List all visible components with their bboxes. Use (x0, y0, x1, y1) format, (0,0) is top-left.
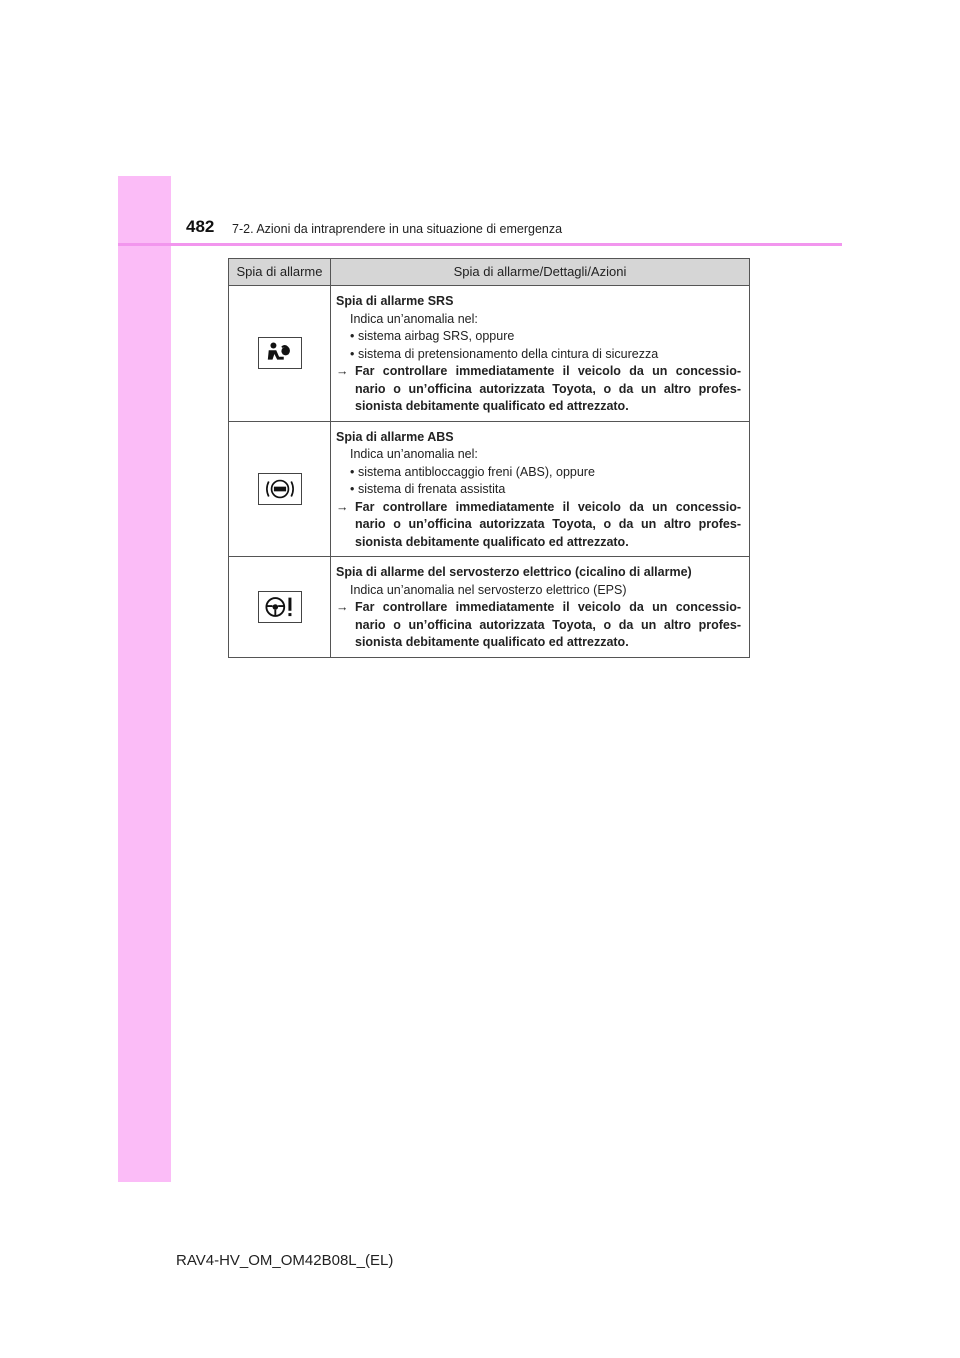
warning-action (336, 499, 741, 552)
bullet-glyph: • (350, 346, 355, 361)
warning-title: Spia di allarme ABS (336, 429, 454, 444)
bullet-text: sistema di pretensionamento della cintura di sicurezza (358, 346, 659, 361)
arrow-glyph: → (336, 364, 349, 378)
bullet-text: sistema antibloccaggio freni (ABS), oppure (358, 464, 595, 479)
warning-bullet (336, 464, 741, 482)
side-tab (118, 176, 171, 1182)
warning-intro: Indica un’anomalia nel servosterzo elettrico (EPS) (350, 582, 627, 597)
details-cell (331, 286, 750, 422)
warning-action (336, 599, 741, 652)
warning-bullet (336, 328, 741, 346)
warning-intro: Indica un’anomalia nel: (350, 447, 478, 461)
bullet-glyph: • (350, 464, 355, 479)
details-cell (331, 421, 750, 557)
icon-cell (229, 421, 331, 557)
icon-cell (229, 286, 331, 422)
page-number: 482 (186, 217, 215, 236)
table-row (229, 286, 750, 422)
action-text: Far controllare immediatamente il veicolo da un concessio- nario o un’officina autorizzata Toyota, o da un altro profes- sionista debitamente qualificato ed attrezzato. (355, 600, 741, 649)
airbag-warning-icon (258, 337, 302, 369)
table-row (229, 557, 750, 658)
table-row (229, 421, 750, 557)
arrow-glyph: → (336, 499, 349, 514)
arrow-glyph: → (336, 600, 349, 614)
bullet-text: sistema airbag SRS, oppure (358, 329, 515, 343)
header-rule (118, 243, 842, 246)
warning-bullet (336, 481, 741, 499)
icon-cell (229, 557, 331, 658)
warning-lights-table (228, 258, 750, 658)
bullet-glyph: • (350, 482, 355, 496)
details-cell (331, 557, 750, 658)
action-text: Far controllare immediatamente il veicolo da un concessio- nario o un’officina autorizzata Toyota, o da un altro profes- sionista debitamente qualificato ed attrezzato. (355, 364, 741, 413)
bullet-text: sistema di frenata assistita (358, 482, 506, 496)
table-header-row (229, 259, 750, 286)
action-text: Far controllare immediatamente il veicolo da un concessio- nario o un’officina autorizzata Toyota, o da un altro profes- sionista debitamente qualificato ed attrezzato. (355, 499, 741, 549)
power-steering-warning-icon (258, 591, 302, 623)
warning-bullet (336, 346, 741, 364)
warning-action (336, 363, 741, 416)
abs-warning-icon (258, 473, 302, 505)
section-title: 7-2. Azioni da intraprendere in una situazione di emergenza (232, 222, 563, 236)
bullet-glyph: • (350, 329, 355, 343)
column-header-warning-light: Spia di allarme (229, 259, 331, 286)
column-header-details: Spia di allarme/Dettagli/Azioni (331, 259, 750, 286)
warning-title: Spia di allarme del servosterzo elettrico (cicalino di allarme) (336, 565, 692, 579)
document-code: RAV4-HV_OM_OM42B08L_(EL) (176, 1252, 394, 1269)
warning-title: Spia di allarme SRS (336, 294, 454, 308)
warning-intro: Indica un’anomalia nel: (350, 311, 478, 326)
